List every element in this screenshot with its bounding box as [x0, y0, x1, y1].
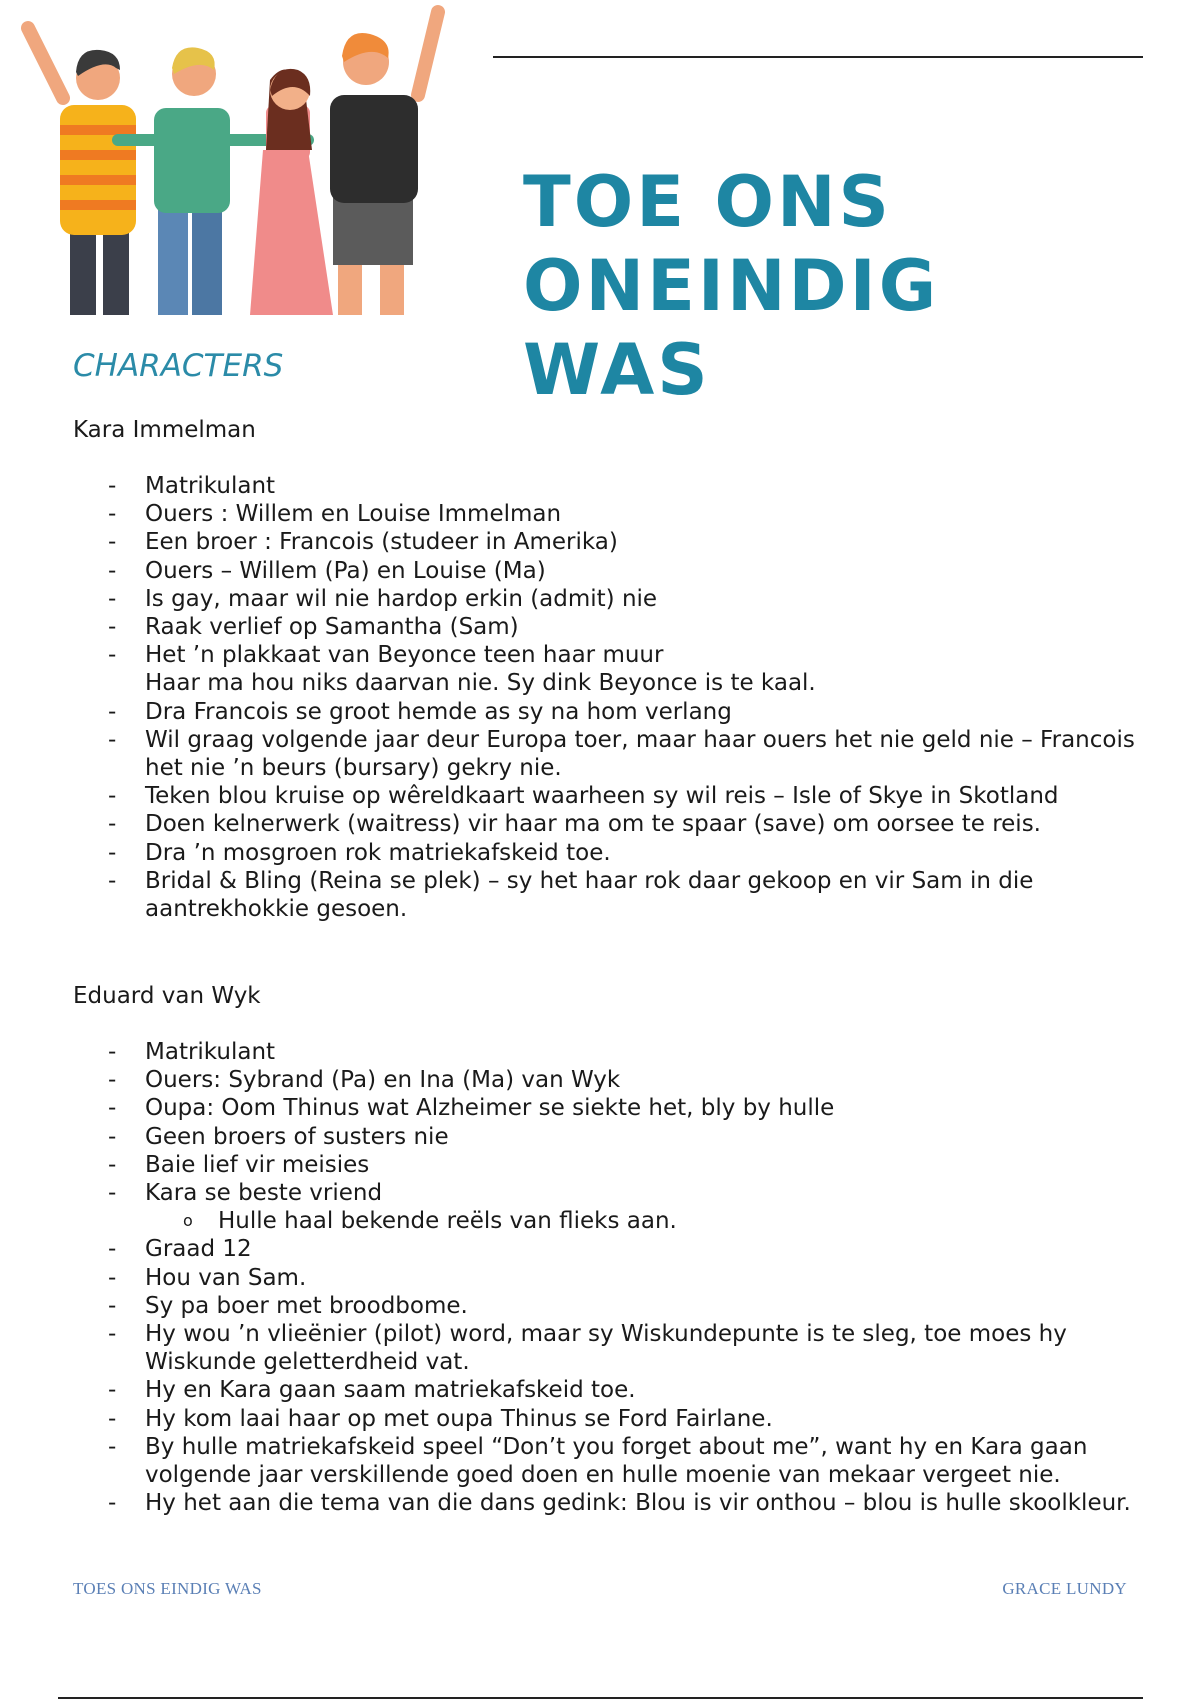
list-item-text: Ouers – Willem (Pa) en Louise (Ma)	[145, 557, 546, 584]
title-line-2: ONEINDIG	[523, 245, 940, 327]
list-item-text: Raak verlief op Samantha (Sam)	[145, 614, 519, 641]
bullet-dash: -	[108, 529, 117, 556]
list-item	[73, 726, 1153, 782]
list-item	[73, 613, 1153, 641]
bullet-dash: -	[108, 783, 117, 810]
bullet-dash: -	[108, 1180, 117, 1207]
list-item-text: Dra ’n mosgroen rok matriekafskeid toe.	[145, 839, 611, 866]
list-item	[73, 1038, 1153, 1066]
list-item-text: Hy wou ’n vlieënier (pilot) word, maar sy Wiskundepunte is te sleg, toe moes hy Wiskunde geletterdheid vat.	[145, 1321, 1067, 1376]
list-item-text: Ouers : Willem en Louise Immelman	[145, 501, 562, 528]
bullet-dash: -	[108, 811, 117, 838]
footer-author: GRACE LUNDY	[1002, 1579, 1127, 1598]
bullet-dash: -	[108, 1151, 117, 1178]
list-item	[73, 1151, 1153, 1179]
list-item-text: Graad 12	[145, 1236, 252, 1263]
list-item-text: Haar ma hou niks daarvan nie. Sy dink Beyonce is te kaal.	[145, 670, 816, 697]
list-item-text: Is gay, maar wil nie hardop erkin (admit) nie	[145, 585, 658, 612]
bullet-dash: -	[108, 473, 117, 499]
list-item	[73, 1123, 1153, 1151]
bullet-dash: -	[108, 1095, 117, 1122]
bullet-dash: -	[108, 1433, 117, 1460]
section-heading: CHARACTERS	[73, 348, 284, 384]
list-item-text: Hy kom laai haar op met oupa Thinus se Ford Fairlane.	[145, 1405, 773, 1432]
character-name: Kara Immelman	[73, 417, 256, 443]
character-facts-list	[73, 472, 1153, 923]
bullet-dash: -	[108, 1321, 117, 1348]
bullet-circle: o	[183, 1211, 193, 1231]
list-item-text: Matrikulant	[145, 1039, 276, 1065]
list-item-text: Hou van Sam.	[145, 1264, 307, 1291]
character-kara	[73, 416, 1153, 923]
footer-document-title: TOES ONS EINDIG WAS	[73, 1579, 262, 1598]
list-item-text: Hy het aan die tema van die dans gedink: Blou is vir onthou – blou is hulle skoolkleur.	[145, 1490, 1131, 1517]
list-item	[73, 472, 1153, 500]
bullet-dash: -	[108, 1405, 117, 1432]
list-item-text: Matrikulant	[145, 473, 276, 499]
list-item	[73, 839, 1153, 867]
title-line-3: WAS	[523, 329, 711, 411]
character-eduard	[73, 982, 1153, 1517]
list-item	[73, 1094, 1153, 1122]
bullet-dash: -	[108, 614, 117, 641]
bullet-dash: -	[108, 1377, 117, 1404]
list-item-text: Een broer : Francois (studeer in Amerika)	[145, 529, 618, 556]
list-item	[73, 1405, 1153, 1433]
list-item-text: Teken blou kruise op wêreldkaart waarheen sy wil reis – Isle of Skye in Skotland	[145, 783, 1059, 810]
footer-rule	[58, 1697, 1143, 1699]
bullet-dash: -	[108, 585, 117, 612]
list-item	[73, 585, 1153, 613]
dancing-friends-illustration	[8, 0, 478, 320]
list-item-text: Wil graag volgende jaar deur Europa toer, maar haar ouers het nie geld nie – Francois het nie ’n beurs (bursary) gekry nie.	[145, 726, 1135, 782]
bullet-dash: -	[108, 642, 117, 669]
list-item	[73, 1433, 1153, 1489]
list-item	[73, 1376, 1153, 1404]
list-item	[73, 867, 1153, 923]
bullet-dash: -	[108, 1264, 117, 1291]
list-item-text: Ouers: Sybrand (Pa) en Ina (Ma) van Wyk	[145, 1067, 621, 1094]
bullet-dash: -	[108, 1039, 117, 1065]
list-item	[73, 782, 1153, 810]
list-item-text: By hulle matriekafskeid speel “Don’t you forget about me”, want hy en Kara gaan volgende jaar verskillende goed doen en hulle moenie van mekaar vergeet nie.	[145, 1433, 1088, 1489]
list-item-text: Sy pa boer met broodbome.	[145, 1292, 468, 1319]
bullet-dash: -	[108, 726, 117, 753]
list-item	[73, 1320, 1153, 1376]
person-striped-shirt	[28, 28, 136, 315]
header-rule	[493, 56, 1143, 58]
character-facts-list	[73, 1038, 1153, 1517]
list-item	[73, 1264, 1153, 1292]
list-item	[73, 1179, 1153, 1207]
person-pink-dress	[250, 69, 333, 315]
list-item-text: Hy en Kara gaan saam matriekafskeid toe.	[145, 1377, 636, 1404]
bullet-dash: -	[108, 501, 117, 528]
list-item-text: Hulle haal bekende reëls van flieks aan.	[218, 1208, 677, 1235]
list-item-text: Het ’n plakkaat van Beyonce teen haar muur	[145, 642, 664, 669]
bullet-dash: -	[108, 1236, 117, 1263]
person-dark-shirt	[330, 12, 438, 315]
list-item	[73, 1066, 1153, 1094]
list-item-text: Baie lief vir meisies	[145, 1151, 370, 1178]
bullet-dash: -	[108, 1067, 117, 1094]
title-line-1: TOE ONS	[523, 161, 892, 243]
list-item	[73, 1489, 1153, 1517]
bullet-dash: -	[108, 1292, 117, 1319]
list-item	[73, 810, 1153, 838]
list-item	[73, 528, 1153, 556]
bullet-dash: -	[108, 698, 117, 725]
list-item-text: Dra Francois se groot hemde as sy na hom verlang	[145, 698, 732, 725]
bullet-dash: -	[108, 1123, 117, 1150]
list-item	[73, 698, 1153, 726]
list-item-text: Kara se beste vriend	[145, 1180, 383, 1207]
sub-list-item	[73, 1207, 1153, 1235]
list-item	[73, 641, 1153, 669]
bullet-dash: -	[108, 557, 117, 584]
list-item-text: Geen broers of susters nie	[145, 1123, 449, 1150]
list-item-text: Oupa: Oom Thinus wat Alzheimer se siekte het, bly by hulle	[145, 1095, 835, 1122]
bullet-dash: -	[108, 867, 117, 894]
list-item	[73, 1235, 1153, 1263]
list-item	[73, 557, 1153, 585]
character-name: Eduard van Wyk	[73, 983, 261, 1009]
list-item	[73, 1292, 1153, 1320]
bullet-dash: -	[108, 839, 117, 866]
list-item-text: Doen kelnerwerk (waitress) vir haar ma om te spaar (save) om oorsee te reis.	[145, 811, 1041, 838]
list-item	[73, 669, 1153, 697]
list-item-text: Bridal & Bling (Reina se plek) – sy het haar rok daar gekoop en vir Sam in die aantrekhokkie gesoen.	[145, 867, 1034, 923]
list-item	[73, 500, 1153, 528]
bullet-dash: -	[108, 1490, 117, 1517]
document-title	[523, 160, 1083, 411]
